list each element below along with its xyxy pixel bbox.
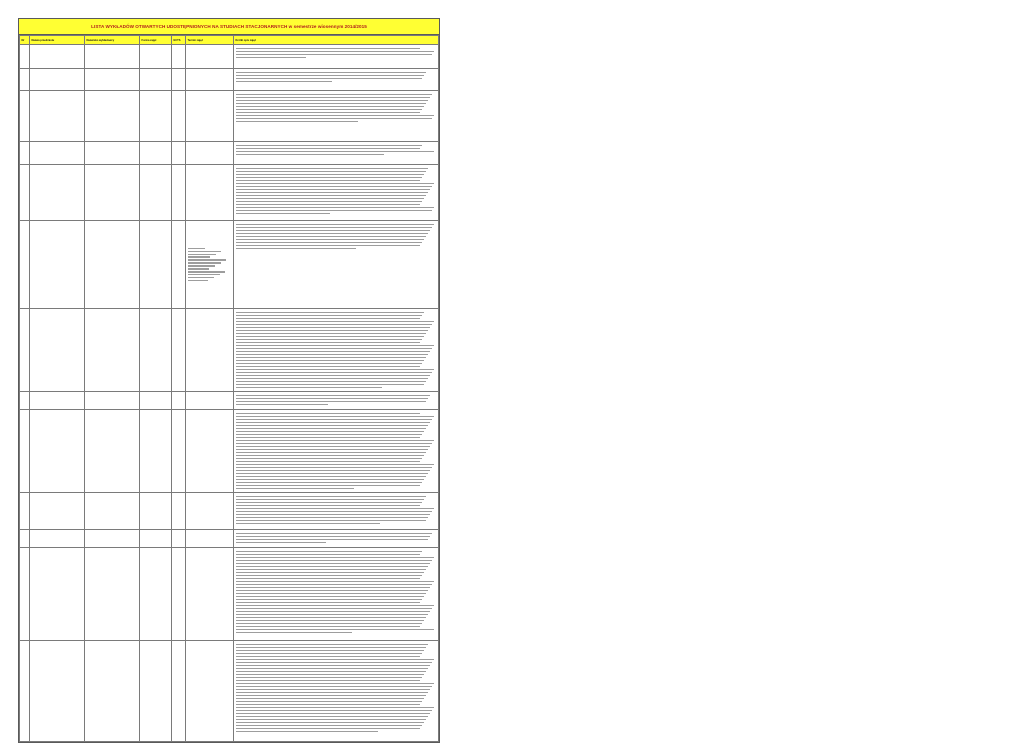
- description-text-line: [236, 354, 429, 355]
- description-text-line: [236, 174, 425, 175]
- row-number: [20, 529, 30, 547]
- row-term: [186, 142, 234, 165]
- description-text-line: [236, 336, 425, 337]
- description-text-line: [236, 608, 433, 609]
- row-lecturer: [85, 69, 140, 91]
- description-text-line: [236, 369, 435, 370]
- row-course-name: [30, 391, 85, 409]
- row-form: [140, 409, 172, 492]
- row-course-name: [30, 142, 85, 165]
- description-text-line: [236, 644, 429, 645]
- description-text-line: [236, 704, 421, 705]
- description-text-line: [236, 626, 421, 627]
- row-number: [20, 142, 30, 165]
- description-text-line: [236, 103, 427, 104]
- table-row: [20, 640, 439, 741]
- row-course-name: [30, 165, 85, 221]
- description-text-line: [236, 602, 421, 603]
- row-course-name: [30, 309, 85, 392]
- row-course-name: [30, 529, 85, 547]
- description-text-line: [236, 650, 425, 651]
- table-row: [20, 391, 439, 409]
- description-text-line: [236, 413, 421, 414]
- row-number: [20, 492, 30, 529]
- description-text-line: [236, 572, 425, 573]
- lecture-list-table-container: [18, 18, 440, 743]
- table-row: [20, 409, 439, 492]
- description-text-line: [236, 168, 429, 169]
- row-form: [140, 45, 172, 69]
- row-ects: [172, 547, 186, 640]
- description-text-line: [236, 81, 332, 82]
- description-text-line: [236, 177, 423, 178]
- description-text-line: [236, 434, 423, 435]
- description-text-line: [236, 523, 381, 524]
- table-row: [20, 91, 439, 142]
- description-text-line: [236, 599, 423, 600]
- page-title: LISTA WYKŁADÓW OTWARTYCH UDOSTĘPNIONYCH NA STUDIACH STACJONARNYCH w semestrze wiosennym 2014/2015: [91, 24, 367, 29]
- description-text-line: [236, 611, 431, 612]
- description-text-line: [236, 449, 429, 450]
- row-course-name: [30, 221, 85, 309]
- description-text-line: [236, 623, 423, 624]
- description-text-line: [236, 97, 431, 98]
- description-text-line: [236, 728, 421, 729]
- description-text-line: [236, 511, 433, 512]
- description-text-line: [236, 180, 421, 181]
- description-text-line: [236, 171, 427, 172]
- header-form: Forma zajęć: [140, 36, 172, 45]
- description-text-line: [236, 204, 421, 205]
- lecture-table: [19, 35, 439, 742]
- description-text-line: [236, 48, 421, 49]
- description-text-line: [236, 446, 431, 447]
- description-text-line: [236, 557, 435, 558]
- row-number: [20, 165, 30, 221]
- description-text-line: [236, 440, 435, 441]
- description-text-line: [236, 378, 429, 379]
- description-text-line: [236, 590, 429, 591]
- row-ects: [172, 165, 186, 221]
- description-text-line: [236, 461, 421, 462]
- description-text-line: [236, 422, 431, 423]
- description-text-line: [236, 233, 429, 234]
- description-text-line: [236, 680, 421, 681]
- row-description: [234, 69, 439, 91]
- table-row: [20, 142, 439, 165]
- row-lecturer: [85, 640, 140, 741]
- description-text-line: [236, 106, 425, 107]
- description-text-line: [236, 647, 427, 648]
- description-text-line: [236, 348, 433, 349]
- row-term: [186, 165, 234, 221]
- row-course-name: [30, 91, 85, 142]
- table-row: [20, 165, 439, 221]
- description-text-line: [236, 692, 429, 693]
- description-text-line: [236, 482, 423, 483]
- description-text-line: [236, 551, 423, 552]
- description-text-line: [236, 719, 427, 720]
- description-text-line: [236, 485, 421, 486]
- description-text-line: [236, 674, 425, 675]
- description-text-line: [236, 455, 425, 456]
- row-lecturer: [85, 142, 140, 165]
- row-description: [234, 391, 439, 409]
- row-term: [186, 640, 234, 741]
- row-form: [140, 165, 172, 221]
- description-text-line: [236, 100, 429, 101]
- description-text-line: [236, 351, 431, 352]
- row-form: [140, 309, 172, 392]
- row-description: [234, 309, 439, 392]
- description-text-line: [236, 236, 427, 237]
- row-description: [234, 547, 439, 640]
- row-lecturer: [85, 492, 140, 529]
- row-ects: [172, 391, 186, 409]
- row-course-name: [30, 409, 85, 492]
- description-text-line: [236, 542, 326, 543]
- row-course-name: [30, 547, 85, 640]
- description-text-line: [236, 668, 429, 669]
- row-description: [234, 492, 439, 529]
- row-ects: [172, 309, 186, 392]
- description-text-line: [236, 398, 429, 399]
- description-text-line: [236, 605, 435, 606]
- description-text-line: [236, 722, 425, 723]
- row-form: [140, 142, 172, 165]
- description-text-line: [236, 539, 429, 540]
- row-ects: [172, 45, 186, 69]
- table-row: [20, 309, 439, 392]
- description-text-line: [236, 345, 435, 346]
- description-text-line: [236, 78, 423, 79]
- description-text-line: [236, 614, 429, 615]
- description-text-line: [236, 324, 433, 325]
- description-text-line: [236, 686, 433, 687]
- description-text-line: [236, 339, 423, 340]
- description-text-line: [236, 581, 435, 582]
- row-ects: [172, 409, 186, 492]
- description-text-line: [236, 54, 433, 55]
- title-band: [19, 19, 439, 35]
- description-text-line: [236, 416, 435, 417]
- row-description: [234, 640, 439, 741]
- description-text-line: [236, 560, 433, 561]
- description-text-line: [236, 321, 435, 322]
- header-description: Krótki opis zajęć: [234, 36, 439, 45]
- row-number: [20, 69, 30, 91]
- row-ects: [172, 91, 186, 142]
- description-text-line: [236, 671, 427, 672]
- row-term: [186, 492, 234, 529]
- table-row: [20, 547, 439, 640]
- description-text-line: [236, 118, 433, 119]
- description-text-line: [236, 731, 379, 732]
- header-ects: ECTS: [172, 36, 186, 45]
- description-text-line: [236, 230, 431, 231]
- description-text-line: [236, 224, 435, 225]
- description-text-line: [236, 330, 429, 331]
- row-term: [186, 45, 234, 69]
- description-text-line: [236, 584, 433, 585]
- description-text-line: [236, 520, 427, 521]
- description-text-line: [236, 653, 423, 654]
- description-text-line: [236, 437, 421, 438]
- description-text-line: [236, 677, 423, 678]
- description-text-line: [236, 620, 425, 621]
- row-term: [186, 529, 234, 547]
- description-text-line: [236, 587, 431, 588]
- row-term: [186, 91, 234, 142]
- description-text-line: [236, 533, 433, 534]
- description-text-line: [236, 248, 357, 249]
- row-lecturer: [85, 221, 140, 309]
- row-lecturer: [85, 309, 140, 392]
- description-text-line: [236, 458, 423, 459]
- description-text-line: [236, 395, 431, 396]
- description-text-line: [236, 479, 425, 480]
- description-text-line: [236, 363, 423, 364]
- row-term: [186, 309, 234, 392]
- row-description: [234, 45, 439, 69]
- row-lecturer: [85, 91, 140, 142]
- description-text-line: [236, 318, 421, 319]
- row-lecturer: [85, 529, 140, 547]
- description-text-line: [236, 707, 435, 708]
- description-text-line: [236, 505, 421, 506]
- description-text-line: [236, 384, 425, 385]
- row-lecturer: [85, 391, 140, 409]
- description-text-line: [236, 148, 421, 149]
- description-text-line: [236, 198, 425, 199]
- description-text-line: [236, 404, 328, 405]
- description-text-line: [236, 333, 427, 334]
- description-text-line: [236, 464, 435, 465]
- term-text-block: [188, 248, 232, 282]
- description-text-line: [236, 467, 433, 468]
- description-text-line: [236, 517, 429, 518]
- row-number: [20, 221, 30, 309]
- row-term: [186, 221, 234, 309]
- description-text-line: [236, 496, 427, 497]
- description-text-line: [236, 315, 423, 316]
- description-text-line: [236, 713, 431, 714]
- description-text-line: [236, 662, 433, 663]
- row-number: [20, 45, 30, 69]
- row-ects: [172, 69, 186, 91]
- description-text-line: [236, 121, 359, 122]
- description-text-line: [236, 508, 435, 509]
- description-text-line: [236, 360, 425, 361]
- header-lecturer: Nazwisko wykładowcy: [85, 36, 140, 45]
- row-number: [20, 309, 30, 392]
- row-form: [140, 391, 172, 409]
- description-text-line: [236, 470, 431, 471]
- description-text-line: [236, 617, 427, 618]
- description-text-line: [236, 327, 431, 328]
- description-text-line: [236, 476, 427, 477]
- row-term: [186, 391, 234, 409]
- description-text-line: [236, 112, 421, 113]
- description-text-line: [236, 242, 423, 243]
- row-form: [140, 640, 172, 741]
- description-text-line: [236, 239, 425, 240]
- row-ects: [172, 529, 186, 547]
- row-description: [234, 221, 439, 309]
- description-text-line: [236, 443, 433, 444]
- description-text-line: [236, 210, 433, 211]
- row-number: [20, 640, 30, 741]
- row-term: [186, 69, 234, 91]
- row-term: [186, 409, 234, 492]
- header-term: Termin zajęć: [186, 36, 234, 45]
- row-course-name: [30, 69, 85, 91]
- description-text-line: [236, 716, 429, 717]
- description-text-line: [236, 145, 423, 146]
- description-text-line: [236, 514, 431, 515]
- description-text-line: [236, 72, 427, 73]
- description-text-line: [236, 698, 425, 699]
- description-text-line: [236, 375, 431, 376]
- description-text-line: [236, 94, 433, 95]
- table-row: [20, 492, 439, 529]
- description-text-line: [236, 401, 427, 402]
- description-text-line: [236, 659, 435, 660]
- description-text-line: [236, 578, 421, 579]
- row-ects: [172, 640, 186, 741]
- description-text-line: [236, 566, 429, 567]
- description-text-line: [236, 189, 431, 190]
- description-text-line: [236, 473, 429, 474]
- row-description: [234, 91, 439, 142]
- description-text-line: [236, 154, 385, 155]
- description-text-line: [236, 656, 421, 657]
- description-text-line: [236, 431, 425, 432]
- description-text-line: [236, 186, 433, 187]
- table-row: [20, 45, 439, 69]
- description-text-line: [236, 227, 433, 228]
- table-row: [20, 221, 439, 309]
- description-text-line: [236, 75, 425, 76]
- description-text-line: [236, 665, 431, 666]
- row-course-name: [30, 492, 85, 529]
- description-text-line: [236, 725, 423, 726]
- header-nr: Nr: [20, 36, 30, 45]
- row-form: [140, 529, 172, 547]
- description-text-line: [236, 342, 421, 343]
- description-text-line: [236, 683, 435, 684]
- row-form: [140, 547, 172, 640]
- description-text-line: [236, 499, 425, 500]
- description-text-line: [236, 701, 423, 702]
- description-text-line: [236, 563, 431, 564]
- row-form: [140, 69, 172, 91]
- description-text-line: [236, 381, 427, 382]
- description-text-line: [236, 536, 431, 537]
- row-number: [20, 409, 30, 492]
- description-text-line: [236, 689, 431, 690]
- row-lecturer: [85, 165, 140, 221]
- row-number: [20, 91, 30, 142]
- description-text-line: [236, 372, 433, 373]
- description-text-line: [236, 695, 427, 696]
- description-text-line: [236, 213, 330, 214]
- description-text-line: [236, 51, 435, 52]
- row-course-name: [30, 640, 85, 741]
- row-ects: [172, 142, 186, 165]
- description-text-line: [236, 387, 383, 388]
- description-text-line: [236, 488, 355, 489]
- row-term: [186, 547, 234, 640]
- description-text-line: [236, 115, 435, 116]
- description-text-line: [236, 596, 425, 597]
- description-text-line: [236, 207, 435, 208]
- row-description: [234, 409, 439, 492]
- table-row: [20, 529, 439, 547]
- header-row: [20, 36, 439, 45]
- description-text-line: [236, 57, 306, 58]
- description-text-line: [236, 554, 421, 555]
- description-text-line: [236, 357, 427, 358]
- row-lecturer: [85, 45, 140, 69]
- row-lecturer: [85, 409, 140, 492]
- description-text-line: [236, 419, 433, 420]
- description-text-line: [236, 710, 433, 711]
- description-text-line: [236, 195, 427, 196]
- row-ects: [172, 492, 186, 529]
- description-text-line: [236, 629, 435, 630]
- description-text-line: [236, 245, 421, 246]
- row-number: [20, 547, 30, 640]
- description-text-line: [236, 312, 425, 313]
- description-text-line: [236, 569, 427, 570]
- description-text-line: [236, 109, 423, 110]
- description-text-line: [236, 428, 427, 429]
- description-text-line: [236, 192, 429, 193]
- row-description: [234, 529, 439, 547]
- description-text-line: [236, 575, 423, 576]
- description-text-line: [236, 183, 435, 184]
- row-course-name: [30, 45, 85, 69]
- description-text-line: [236, 632, 353, 633]
- description-text-line: [236, 366, 421, 367]
- description-text-line: [236, 425, 429, 426]
- description-text-line: [236, 151, 435, 152]
- description-text-line: [236, 593, 427, 594]
- description-text-line: [236, 452, 427, 453]
- row-form: [140, 221, 172, 309]
- row-description: [234, 165, 439, 221]
- description-text-line: [236, 502, 423, 503]
- row-form: [140, 492, 172, 529]
- row-description: [234, 142, 439, 165]
- header-course-name: Nazwa przedmiotu: [30, 36, 85, 45]
- table-row: [20, 69, 439, 91]
- row-lecturer: [85, 547, 140, 640]
- row-number: [20, 391, 30, 409]
- row-ects: [172, 221, 186, 309]
- description-text-line: [236, 201, 423, 202]
- row-form: [140, 91, 172, 142]
